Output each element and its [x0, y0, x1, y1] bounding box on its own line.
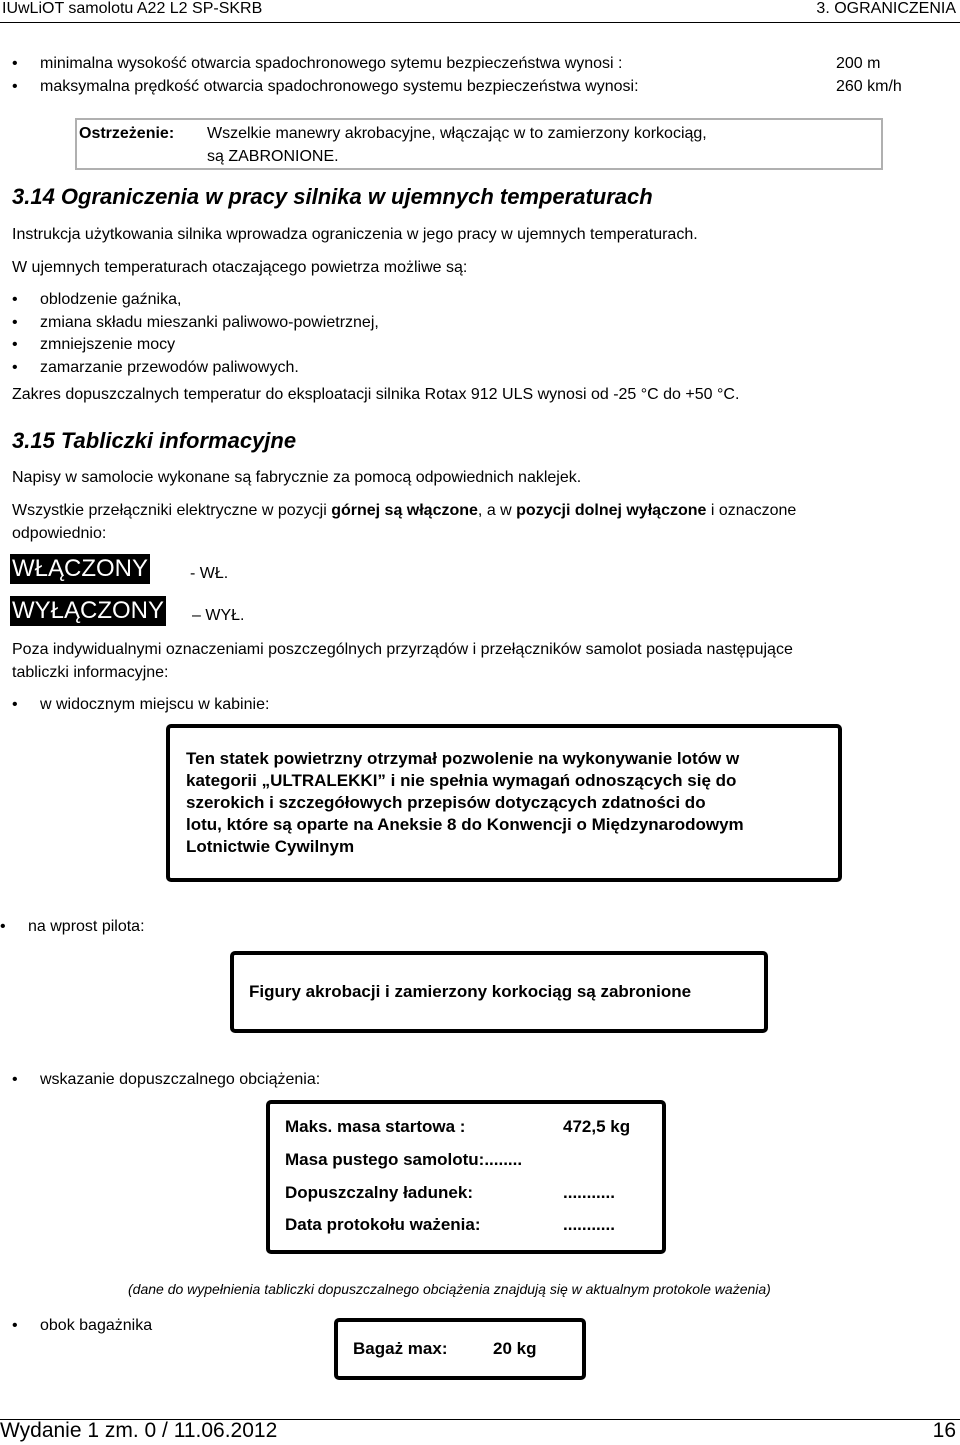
- paragraph: Instrukcja użytkowania silnika wprowadza ograniczenia w jego pracy w ujemnych temperaturach.: [12, 226, 698, 243]
- switch-label-on: WŁĄCZONY: [12, 555, 149, 582]
- load-row-value: ...........: [563, 1183, 615, 1202]
- page-footer: [0, 1419, 960, 1445]
- paragraph: Wszystkie przełączniki elektryczne w pozycji górnej są włączone, a w pozycji dolnej wyłączone i oznaczone: [12, 502, 797, 519]
- list-item: • minimalna wysokość otwarcia spadochronowego sytemu bezpieczeństwa wynosi :: [40, 54, 623, 74]
- list-item: • wskazanie dopuszczalnego obciążenia:: [40, 1070, 320, 1090]
- list-item: • zamarzanie przewodów paliwowych.: [40, 358, 299, 378]
- paragraph: Poza indywidualnymi oznaczeniami poszczególnych przyrządów i przełączników samolot posiada następujące: [12, 641, 793, 658]
- paragraph: W ujemnych temperaturach otaczającego powietrza możliwe są:: [12, 259, 468, 276]
- warning-label: Ostrzeżenie:: [79, 125, 175, 142]
- load-row-value: ...........: [563, 1215, 615, 1234]
- list-item: • maksymalna prędkość otwarcia spadochronowego systemu bezpieczeństwa wynosi:: [40, 77, 639, 97]
- page-header: [0, 0, 960, 23]
- warning-text-line1: Wszelkie manewry akrobacyjne, włączając w to zamierzony korkociąg,: [207, 125, 707, 142]
- list-item: • na wprost pilota:: [28, 917, 145, 937]
- page-number: 16: [932, 1419, 956, 1442]
- list-item-value: 260 km/h: [836, 78, 902, 95]
- paragraph: Napisy w samolocie wykonane są fabrycznie za pomocą odpowiednich naklejek.: [12, 469, 582, 486]
- list-item: • zmniejszenie mocy: [40, 335, 175, 355]
- header-doc-title: IUwLiOT samolotu A22 L2 SP-SKRB: [2, 0, 263, 17]
- switch-abbr-on: - WŁ.: [190, 565, 229, 582]
- baggage-label: Bagaż max:: [353, 1339, 448, 1358]
- list-item: • w widocznym miejscu w kabinie:: [40, 695, 269, 715]
- list-item-value: 200 m: [836, 55, 881, 72]
- load-row-value: 472,5 kg: [563, 1117, 631, 1136]
- paragraph: odpowiednio:: [12, 525, 107, 542]
- section-title-3-15: 3.15 Tabliczki informacyjne: [12, 428, 297, 453]
- pilot-placard-text: Figury akrobacji i zamierzony korkociąg są zabronione: [249, 982, 692, 1001]
- section-title-3-14: 3.14 Ograniczenia w pracy silnika w ujemnych temperaturach: [12, 184, 653, 209]
- load-row-label: Data protokołu ważenia:: [285, 1215, 481, 1234]
- warning-text-line2: są ZABRONIONE.: [207, 148, 339, 165]
- list-item: • zmiana składu mieszanki paliwowo-powietrznej,: [40, 313, 379, 333]
- header-chapter: 3. OGRANICZENIA: [816, 0, 956, 17]
- switch-label-off: WYŁĄCZONY: [12, 597, 165, 624]
- footer-edition: Wydanie 1 zm. 0 / 11.06.2012: [0, 1419, 278, 1442]
- list-item: • oblodzenie gaźnika,: [40, 290, 181, 310]
- paragraph: Zakres dopuszczalnych temperatur do eksploatacji silnika Rotax 912 ULS wynosi od -25 °C do +50 °C.: [12, 386, 740, 403]
- load-row-label: Maks. masa startowa :: [285, 1117, 466, 1136]
- load-row-label: Masa pustego samolotu:........: [285, 1150, 523, 1169]
- baggage-value: 20 kg: [493, 1339, 537, 1358]
- load-placard-note: (dane do wypełnienia tabliczki dopuszczalnego obciążenia znajdują się w aktualnym protokole ważenia): [128, 1281, 771, 1297]
- list-item: • obok bagażnika: [40, 1316, 152, 1336]
- paragraph: tabliczki informacyjne:: [12, 664, 169, 681]
- cabin-placard-text: Ten statek powietrzny otrzymał pozwolenie na wykonywanie lotów w kategorii „ULTRALEKKI” i nie spełnia wymagań odnoszących się do szerokich i szczegółowych przepisów dotyczących zdatności do lotu, które są oparte na Aneksie 8 do Konwencji o Międzynarodowym Lotnictwie Cywilnym: [186, 749, 744, 856]
- switch-abbr-off: – WYŁ.: [192, 607, 245, 624]
- load-row-label: Dopuszczalny ładunek:: [285, 1183, 473, 1202]
